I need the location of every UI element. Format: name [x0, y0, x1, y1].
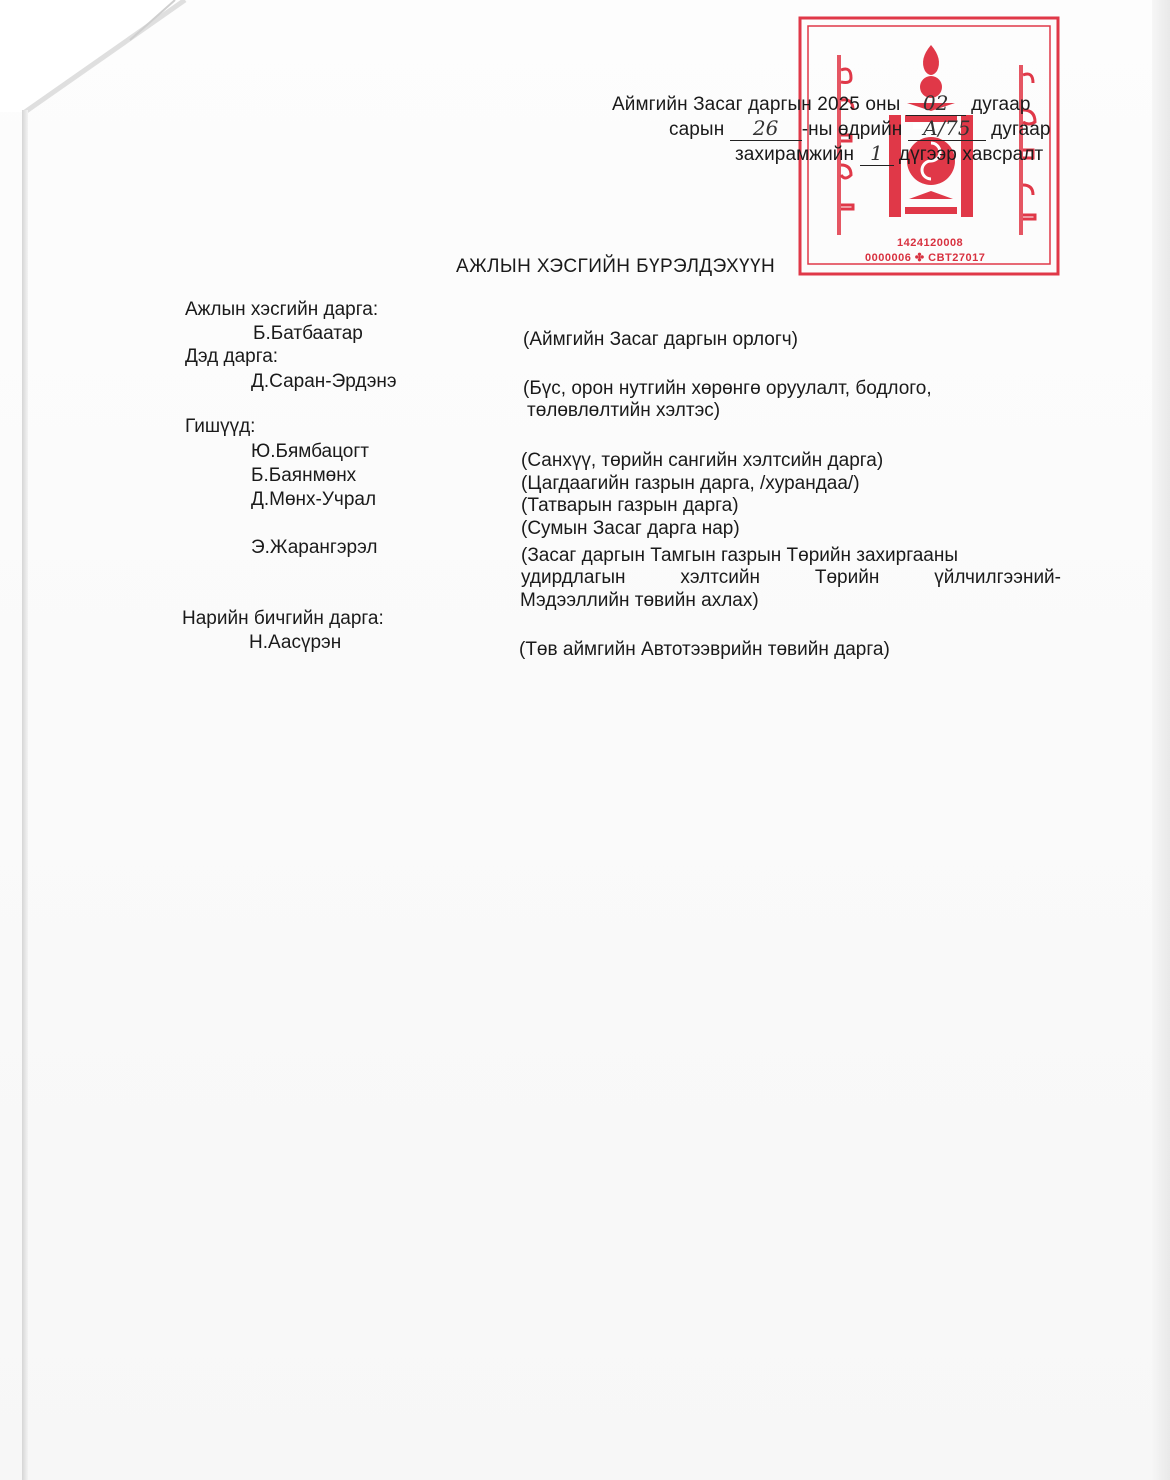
member-role: (Сумын Засаг дарга нар) — [521, 518, 740, 539]
vice-role-line2: төлөвлөлтийн хэлтэс) — [527, 400, 721, 421]
stamp-number-line2: 0000006 ✤ CBT27017 — [865, 252, 986, 264]
vice-name: Д.Саран-Эрдэнэ — [251, 371, 397, 392]
member-name: Э.Жарангэрэл — [251, 537, 378, 558]
member-name: Ю.Бямбацогт — [251, 441, 369, 462]
member-role: (Цагдаагийн газрын дарга, /хурандаа/) — [521, 473, 860, 494]
member-role-line1: (Засаг даргын Тамгын газрын Төрийн захиргааны — [521, 545, 959, 566]
document-title: АЖЛЫН ХЭСГИЙН БҮРЭЛДЭХҮҮН — [456, 256, 776, 277]
handwritten-month: 02 — [906, 91, 966, 116]
vice-label: Дэд дарга: — [185, 346, 279, 367]
stamp-number-line1: 1424120008 — [897, 237, 964, 249]
secretary-name: Н.Аасүрэн — [249, 632, 342, 653]
chair-label: Ажлын хэсгийн дарга: — [185, 299, 379, 320]
member-role: (Санхүү, төрийн сангийн хэлтсийн дарга) — [521, 450, 884, 471]
secretary-role: (Төв аймгийн Автотээврийн төвийн дарга) — [519, 639, 890, 660]
page-fold-shadow — [0, 0, 260, 140]
member-role-line3: Мэдээллийн төвийн ахлах) — [520, 590, 759, 611]
member-name: Б.Баянмөнх — [251, 465, 357, 486]
handwritten-order-number: А/75 — [908, 116, 986, 141]
handwritten-day: 26 — [730, 116, 802, 141]
header-line2-prefix: сарын — [669, 119, 725, 140]
handwritten-appendix-number: 1 — [860, 141, 894, 166]
header-line2-mid: -ны өдрийн — [801, 119, 903, 140]
header-line2-suffix: дугаар — [991, 119, 1051, 140]
member-name: Д.Мөнх-Учрал — [251, 489, 377, 510]
member-role-line2: удирдлагын хэлтсийн Төрийн үйлчилгээний- — [521, 567, 1061, 588]
chair-name: Б.Батбаатар — [253, 323, 363, 344]
header-line3-prefix: захирамжийн — [735, 144, 855, 165]
header-line-3 — [735, 141, 1043, 166]
page-right-edge-shadow — [1152, 0, 1170, 1480]
header-line-2 — [669, 116, 1051, 141]
header-line1-suffix: дугаар — [971, 94, 1031, 115]
header-line-1 — [612, 91, 1031, 116]
page-left-edge-shadow — [22, 110, 28, 1480]
chair-role: (Аймгийн Засаг даргын орлогч) — [523, 329, 799, 350]
header-line1-text: Аймгийн Засаг даргын 2025 оны — [612, 94, 901, 115]
member-role: (Татварын газрын дарга) — [521, 495, 739, 516]
secretary-label: Нарийн бичгийн дарга: — [182, 608, 384, 629]
members-label: Гишүүд: — [185, 416, 256, 437]
vice-role-line1: (Бүс, орон нутгийн хөрөнгө оруулалт, бодлого, — [523, 378, 932, 399]
header-line3-suffix: дүгээр хавсралт — [898, 144, 1044, 165]
